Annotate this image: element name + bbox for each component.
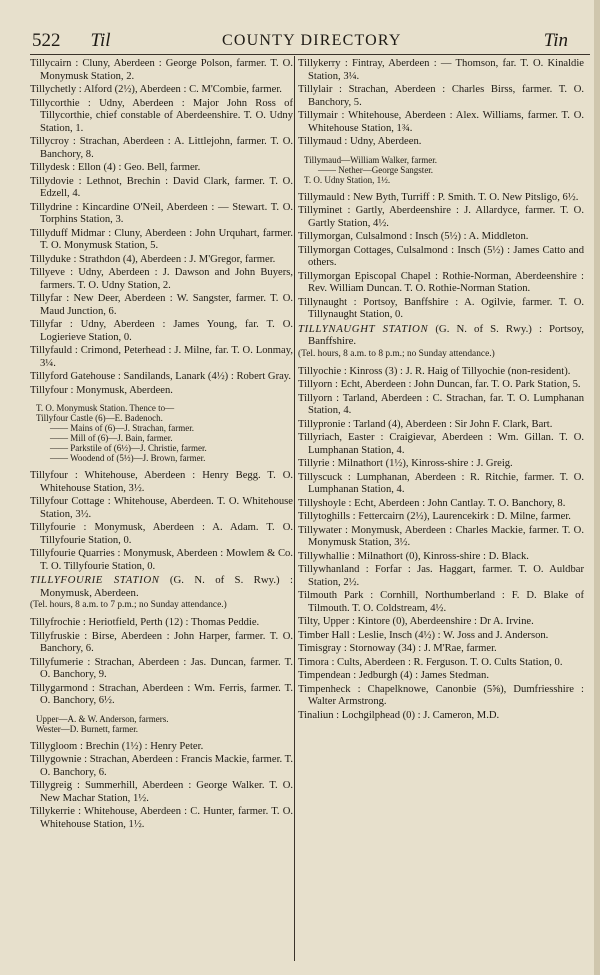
sub-entry-line: —— Mains of (6)—J. Strachan, farmer. [50,423,194,433]
directory-entry: Tillymorgan Cottages, Culsalmond : Insch (5½) : James Catto and others. [298,244,584,268]
directory-entry: Tillykerrie : Whitehouse, Aberdeen : C. Hunter, farmer. T. O. Whitehouse Station, 1½. [30,806,293,830]
sub-entry-line: T. O. Monymusk Station. Thence to— [36,403,175,413]
telegraph-hours: (Tel. hours, 8 a.m. to 8 p.m.; no Sunday attendance.) [298,348,495,359]
directory-entry: Tillywater : Monymusk, Aberdeen : Charles Mackie, farmer. T. O. Monymusk Station, 3½. [298,524,584,548]
directory-entry: Tillyford Gatehouse : Sandilands, Lanark (4½) : Robert Gray. [30,371,292,382]
directory-entry: Tillydrine : Kincardine O'Neil, Aberdeen : — Stewart. T. O. Torphins Station, 3. [30,201,293,225]
directory-entry: Tillyshoyle : Echt, Aberdeen : John Cantlay. T. O. Banchory, 8. [298,497,566,509]
directory-entry: Tillyeve : Udny, Aberdeen : J. Dawson and John Buyers, farmers. T. O. Udny Station, 2. [30,267,293,291]
sub-entry-block [30,403,293,463]
directory-entry: Tillycorthie : Udny, Aberdeen : Major John Ross of Tillycorthie, chief constable of Aberdeenshire. T. O. Udny Station, 1. [30,97,293,134]
station-entry [298,323,584,348]
directory-entry: Tillychetly : Alford (2½), Aberdeen : C. M'Combie, farmer. [30,84,282,95]
directory-entry: Tillyorn : Echt, Aberdeen : John Duncan, far. T. O. Park Station, 5. [298,379,581,390]
page-header [32,30,592,54]
sub-entry-block [298,155,584,185]
directory-entry: Tillyfruskie : Birse, Aberdeen : John Harper, farmer. T. O. Banchory, 6. [30,630,293,654]
sub-entry-line: T. O. Udny Station, 1½. [304,174,391,185]
directory-entry: Timisgray : Stornoway (34) : J. M'Rae, farmer. [298,643,497,654]
station-entry [30,574,293,599]
sub-entry-line: Wester—D. Burnett, farmer. [36,723,138,734]
directory-entry: Timpenheck : Chapelknowe, Canonbie (5⅝), Dumfriesshire : Walter Armstrong. [298,683,584,707]
page-edge [594,0,600,975]
directory-entry: Tillywhallie : Milnathort (0), Kinross-shire : D. Black. [298,550,529,562]
telegraph-hours: (Tel. hours, 8 a.m. to 7 p.m.; no Sunday attendance.) [30,600,227,610]
directory-entry: Tillygarmond : Strachan, Aberdeen : Wm. Ferris, farmer. T. O. Banchory, 6½. [30,682,293,706]
directory-entry: Tillyfour : Whitehouse, Aberdeen : Henry Begg. T. O. Whitehouse Station, 3½. [30,470,293,494]
directory-entry: Tillypronie : Tarland (4), Aberdeen : Sir John F. Clark, Bart. [298,418,553,430]
directory-entry: Tillytoghills : Fettercairn (2½), Laurencekirk : D. Milne, farmer. [298,511,571,522]
page-number: 522 [32,30,61,51]
directory-entry: Tillymair : Whitehouse, Aberdeen : Alex. Williams, farmer. T. O. Whitehouse Station, 1¾. [298,110,584,134]
directory-entry: Tillyfour Cottage : Whitehouse, Aberdeen. T. O. Whitehouse Station, 3½. [30,496,293,520]
directory-entry: Tillyrie : Milnathort (1½), Kinross-shire : J. Greig. [298,458,513,469]
directory-entry: Tillyfrochie : Heriotfield, Perth (12) : Thomas Peddie. [30,617,260,628]
directory-entry: Tillyochie : Kinross (3) : J. R. Haig of Tillyochie (non-resident). [298,365,571,377]
directory-entry: Tillyduff Midmar : Cluny, Aberdeen : John Urquhart, farmer. T. O. Monymusk Station, 5. [30,227,293,251]
directory-entry: Tillygreig : Summerhill, Aberdeen : George Walker. T. O. New Machar Station, 1½. [30,780,293,804]
sub-entry-line: Upper—A. & W. Anderson, farmers. [36,713,169,724]
directory-entry: Tillykerry : Fintray, Aberdeen : — Thomson, far. T. O. Kinaldie Station, 3¼. [298,58,584,82]
directory-entry: Tillyfourie : Monymusk, Aberdeen : A. Adam. T. O. Tillyfourie Station, 0. [30,522,293,546]
directory-entry: Tillycroy : Strachan, Aberdeen : A. Littlejohn, farmer. T. O. Banchory, 8. [30,136,293,160]
directory-entry: Tilty, Upper : Kintore (0), Aberdeenshire : Dr A. Irvine. [298,616,534,627]
directory-entry: Tillyfourie Quarries : Monymusk, Aberdeen : Mowlem & Co. T. O. Tillyfourie Station, 0. [30,548,293,572]
directory-entry: Tillyscuck : Lumphanan, Aberdeen : R. Ritchie, farmer. T. O. Lumphanan Station, 4. [298,471,584,495]
directory-entry: Tillygloom : Brechin (1½) : Henry Peter. [30,740,204,752]
directory-entry: Tillylair : Strachan, Aberdeen : Charles Birss, farmer. T. O. Banchory, 5. [298,84,584,108]
directory-entry: Tillyfar : Udny, Aberdeen : James Young, far. T. O. Logierieve Station, 0. [30,319,293,343]
left-column [30,58,293,961]
running-head: Til [90,30,111,51]
right-head: Tin [543,30,568,51]
sub-entry-line: —— Woodend of (5½)—J. Brown, farmer. [50,453,206,463]
directory-entry: Tillyfour : Monymusk, Aberdeen. [30,384,173,396]
directory-entry: Tillydovie : Lethnot, Brechin : David Clark, farmer. T. O. Edzell, 4. [30,175,293,199]
station-name: TILLYFOURIE STATION [30,574,160,586]
directory-entry: Tillymorgan Episcopal Chapel : Rothie-Norman, Aberdeenshire : Rev. William Duncan. T. O. Rothie-Norman Station. [298,270,584,294]
sub-entry-block [30,714,293,734]
directory-entry: Tillyminet : Gartly, Aberdeenshire : J. Allardyce, farmer. T. O. Gartly Station, 4½. [298,205,584,229]
directory-entry: Tillyfar : New Deer, Aberdeen : W. Sangster, farmer. T. O. Maud Junction, 6. [30,293,293,317]
directory-entry: Tilmouth Park : Cornhill, Northumberland : F. D. Blake of Tilmouth. T. O. Coldstream, 4½. [298,590,584,614]
station-details: (G. N. of S. Rwy.) : Monymusk, Aberdeen. [40,574,293,599]
directory-entry: Tillynaught : Portsoy, Banffshire : A. Ogilvie, farmer. T. O. Tillynaught Station, 0. [298,296,584,320]
right-column [298,58,584,961]
directory-entry: Tillywhanland : Forfar : Jas. Haggart, farmer. T. O. Auldbar Station, 2½. [298,564,584,588]
column-divider [294,56,295,961]
station-details: (G. N. of S. Rwy.) : Portsoy, Banffshire. [308,322,584,347]
header-left [32,30,111,52]
directory-entry: Tillymauld : New Byth, Turriff : P. Smith. T. O. New Pitsligo, 6½. [298,191,579,203]
sub-entry-line: Tillymaud—William Walker, farmer. [304,154,438,165]
directory-entry: Tillyriach, Easter : Craigievar, Aberdeen : Wm. Gillan. T. O. Lumphanan Station, 4. [298,432,584,456]
directory-entry: Tillyfauld : Crimond, Peterhead : J. Milne, far. T. O. Lonmay, 3¼. [30,345,293,369]
sub-entry-line: —— Nether—George Sangster. [318,164,434,175]
sub-entry-line: Tillyfour Castle (6)—E. Badenoch. [36,413,163,423]
directory-entry: Tillyduke : Strathdon (4), Aberdeen : J. M'Gregor, farmer. [30,253,276,265]
sub-entry-line: —— Parkstile of (6½)—J. Christie, farmer. [50,443,207,453]
directory-entry: Timora : Cults, Aberdeen : R. Ferguson. T. O. Cults Station, 0. [298,656,563,668]
directory-entry: Timpendean : Jedburgh (4) : James Stedman. [298,670,489,681]
directory-entry: Tinaliun : Lochgilphead (0) : J. Cameron, M.D. [298,709,500,721]
directory-entry: Tillyfumerie : Strachan, Aberdeen : Jas. Duncan, farmer. T. O. Banchory, 9. [30,656,293,680]
directory-entry: Tillyorn : Tarland, Aberdeen : C. Strachan, far. T. O. Lumphanan Station, 4. [298,392,584,416]
directory-entry: Tillydesk : Ellon (4) : Geo. Bell, farmer. [30,162,201,173]
header-rule [30,54,590,55]
directory-entry: Tillymaud : Udny, Aberdeen. [298,136,422,147]
sub-entry-line: —— Mill of (6)—J. Bain, farmer. [50,433,173,443]
directory-entry: Tillygownie : Strachan, Aberdeen : Francis Mackie, farmer. T. O. Banchory, 6. [30,754,293,778]
station-name: TILLYNAUGHT STATION [298,322,429,335]
page-title: COUNTY DIRECTORY [222,32,402,49]
directory-entry: Tillycairn : Cluny, Aberdeen : George Polson, farmer. T. O. Monymusk Station, 2. [30,58,293,82]
directory-entry: Timber Hall : Leslie, Insch (4½) : W. Joss and J. Anderson. [298,629,549,641]
directory-entry: Tillymorgan, Culsalmond : Insch (5½) : A. Middleton. [298,231,529,242]
